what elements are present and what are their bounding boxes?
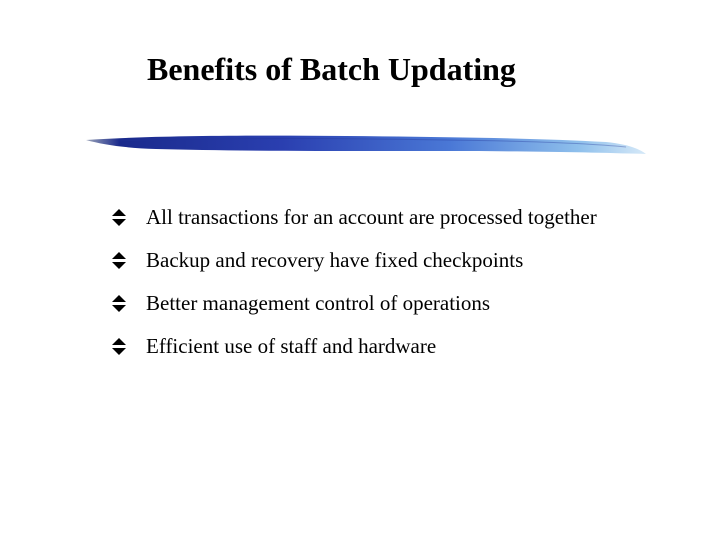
up-down-triangle-icon	[108, 207, 130, 229]
bullet-text: Backup and recovery have fixed checkpoints	[146, 248, 524, 272]
list-item	[108, 196, 597, 239]
list-item	[108, 325, 597, 368]
up-down-triangle-icon	[108, 250, 130, 272]
bullet-text: Better management control of operations	[146, 291, 491, 315]
up-down-triangle-icon	[108, 336, 130, 358]
bullet-text: All transactions for an account are processed together	[146, 205, 597, 229]
bullet-list	[108, 196, 597, 368]
list-item	[108, 282, 597, 325]
list-item	[108, 239, 597, 282]
bullet-text: Efficient use of staff and hardware	[146, 334, 437, 358]
up-down-triangle-icon	[108, 293, 130, 315]
slide-title: Benefits of Batch Updating	[147, 51, 516, 87]
title-underline-brush	[86, 132, 646, 160]
